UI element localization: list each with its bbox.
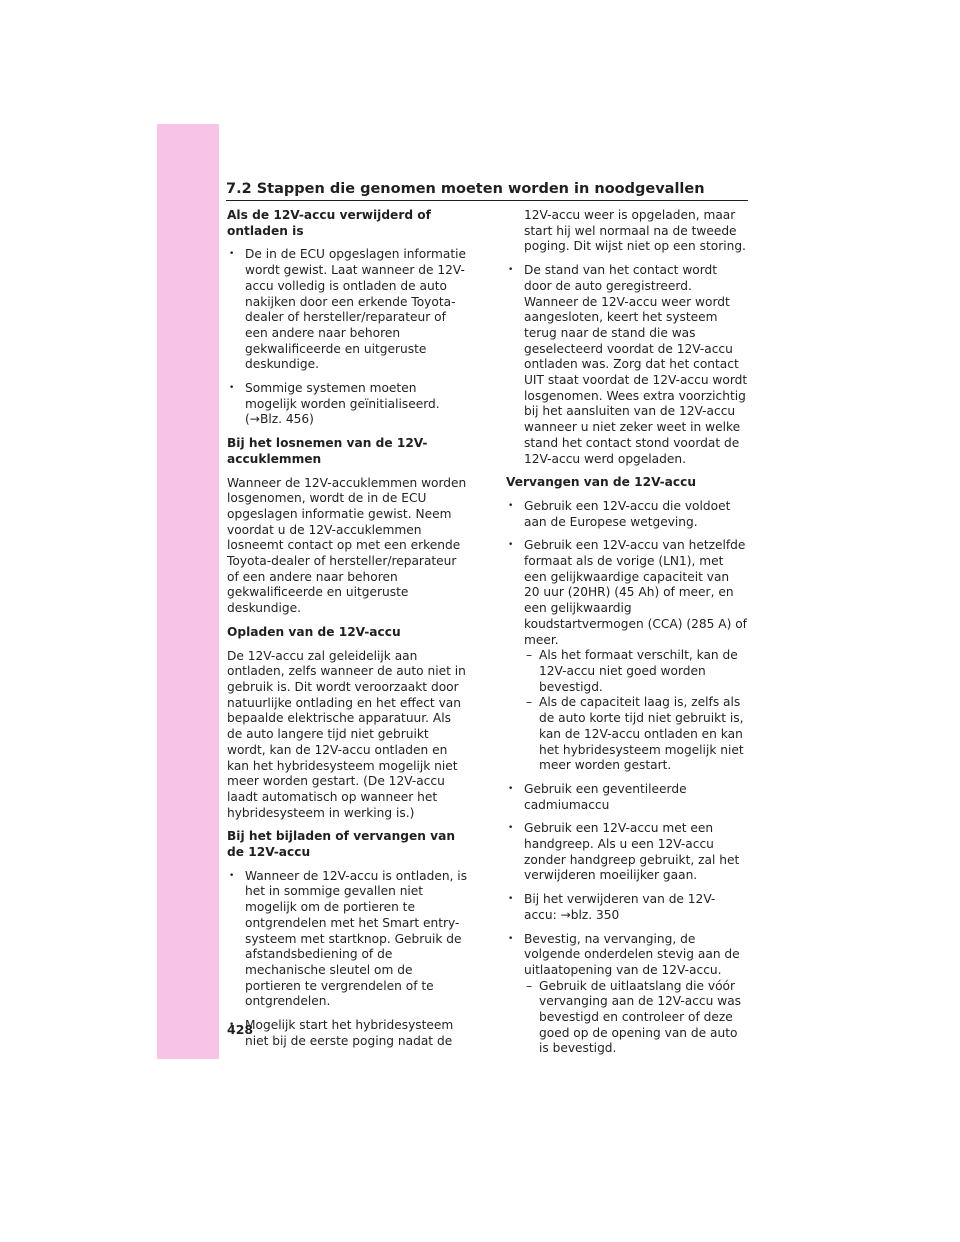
right-column (506, 208, 748, 1065)
heading-replacing: Vervangen van de 12V-accu (506, 475, 697, 490)
paragraph: De 12V-accu zal geleidelijk aan ontladen, zelfs wanneer de auto niet in gebruik is. Dit wordt veroorzaakt door natuurlijke ontlading en het effect van bepaalde elektrische apparatuur. Als de auto langere tijd niet gebruikt wordt, kan de 12V-accu ontladen en kan het hybridesysteem mogelijk niet meer worden gestart. (De 12V-accu laadt automatisch op wanneer het hybridesysteem in werking is.) (227, 648, 466, 820)
left-column (227, 208, 469, 1057)
paragraph: Wanneer de 12V-accuklemmen worden losgenomen, wordt de in de ECU opgeslagen informatie gewist. Neem voordat u de 12V-accuklemmen losneemt contact op met een erkende Toyota-dealer of hersteller/reparateur of een andere naar behoren gekwalificeerde en uitgeruste deskundige. (227, 475, 467, 616)
chapter-sidebar-tab (157, 124, 219, 1059)
list-item: • Gebruik een 12V-accu met een handgreep. Als u een 12V-accu zonder handgreep gebruikt, zal het verwijderen moeilijker gaan. (506, 821, 748, 884)
dash-list (524, 979, 748, 1058)
heading-battery-removed: Als de 12V-accu verwijderd of ontladen is (227, 208, 431, 238)
dash-item: – Gebruik de uitlaatslang die vóór vervanging aan de 12V-accu was bevestigd en controleer of deze goed op de opening van de auto is bevestigd. (524, 979, 748, 1058)
list-item: • Sommige systemen moeten mogelijk worden geïnitialiseerd. (→Blz. 456) (227, 381, 469, 428)
bullet-list (227, 869, 469, 1050)
bullet-list (506, 263, 748, 467)
list-item: • Gebruik een 12V-accu die voldoet aan de Europese wetgeving. (506, 499, 748, 530)
heading-disconnect-terminals: Bij het losnemen van de 12V-accuklemmen (227, 436, 428, 466)
list-item: • Wanneer de 12V-accu is ontladen, is het in sommige gevallen niet mogelijk om de portieren te ontgrendelen met het Smart entry-systeem met startknop. Gebruik de afstandsbediening of de mechanische sleutel om de portieren te vergrendelen of te ontgrendelen. (227, 869, 469, 1010)
list-item (506, 932, 748, 1058)
bullet-list (506, 499, 748, 1057)
page-number: 428 (227, 1022, 254, 1037)
bullet-list (227, 247, 469, 428)
list-item: • De stand van het contact wordt door de auto geregistreerd. Wanneer de 12V-accu weer wordt aangesloten, keert het systeem terug naar de stand die was geselecteerd voordat de 12V-accu ontladen was. Zorg dat het contact UIT staat voordat de 12V-accu wordt losgenomen. Wees extra voorzichtig bij het aansluiten van de 12V-accu wanneer u niet zeker weet in welke stand het contact stond voordat de 12V-accu werd opgeladen. (506, 263, 748, 467)
list-item-text: Bevestig, na vervanging, de volgende onderdelen stevig aan de uitlaatopening van de 12V-accu. (524, 931, 740, 977)
list-item: • Bij het verwijderen van de 12V-accu: →blz. 350 (506, 892, 748, 923)
dash-item: – Als de capaciteit laag is, zelfs als de auto korte tijd niet gebruikt is, kan de 12V-accu ontladen en kan het hybridesysteem mogelijk niet meer worden gestart. (524, 695, 748, 774)
list-item-text: Gebruik een 12V-accu van hetzelfde formaat als de vorige (LN1), met een gelijkwaardige capaciteit van 20 uur (20HR) (45 Ah) of meer, en een gelijkwaardig koudstartvermogen (CCA) (285 A) of meer. (524, 538, 747, 647)
list-item: • Mogelijk start het hybridesysteem niet bij de eerste poging nadat de (227, 1018, 469, 1049)
section-header: 7.2 Stappen die genomen moeten worden in noodgevallen (226, 180, 748, 201)
list-item: • De in de ECU opgeslagen informatie wordt gewist. Laat wanneer de 12V-accu volledig is ontladen de auto nakijken door een erkende Toyota-dealer of hersteller/reparateur of een andere naar behoren gekwalificeerde en uitgeruste deskundige. (227, 247, 469, 373)
dash-item: – Als het formaat verschilt, kan de 12V-accu niet goed worden bevestigd. (524, 648, 748, 695)
list-item-continuation: 12V-accu weer is opgeladen, maar start hij wel normaal na de tweede poging. Dit wijst niet op een storing. (524, 208, 746, 254)
heading-recharge-replace: Bij het bijladen of vervangen van de 12V-accu (227, 829, 456, 860)
list-item (506, 538, 748, 774)
dash-list (524, 648, 748, 774)
list-item: • Gebruik een geventileerde cadmiumaccu (506, 782, 748, 813)
heading-charging: Opladen van de 12V-accu (227, 624, 401, 639)
